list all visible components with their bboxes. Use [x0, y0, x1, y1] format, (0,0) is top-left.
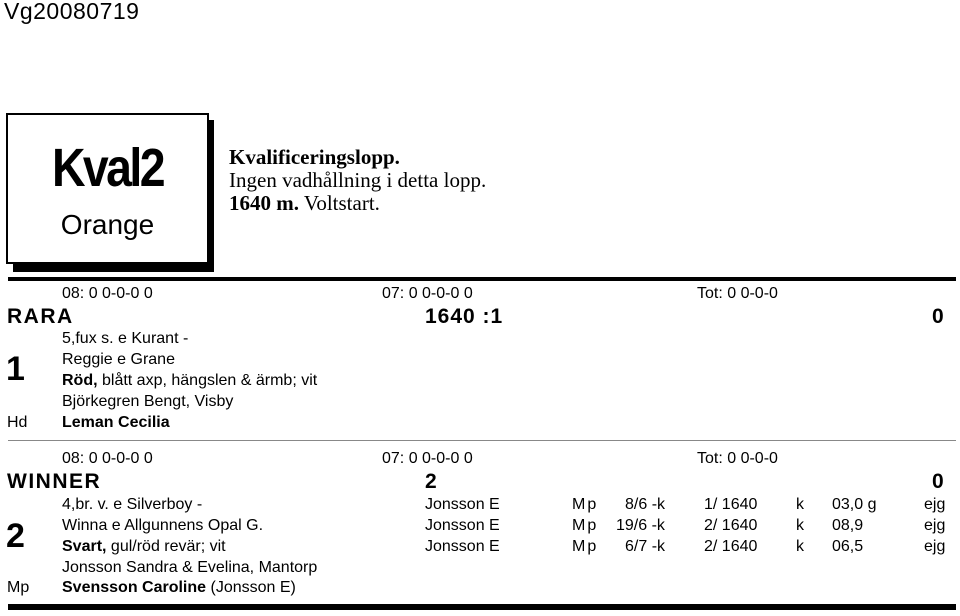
stats-2008: 08: 0 0-0-0 0	[62, 450, 153, 467]
race-distance: 1640 m.	[229, 191, 299, 215]
race-header-box	[6, 113, 209, 264]
section-divider	[8, 277, 956, 281]
distance-track: 1640 :1	[425, 305, 504, 328]
distance-track: 2	[425, 470, 438, 493]
horse-driver	[62, 414, 170, 432]
race-type: Kvalificeringslopp.	[229, 145, 400, 169]
stats-total: Tot: 0 0-0-0	[697, 450, 778, 467]
result-date: 8/6 -k	[625, 496, 666, 513]
driver-name: Svensson Caroline	[62, 579, 207, 596]
horse-colors	[62, 372, 317, 390]
horse-name: RARA	[7, 305, 74, 328]
result-position: 2/ 1640	[704, 517, 758, 534]
post-number: 1	[6, 350, 25, 388]
result-track: Mp	[572, 496, 599, 513]
section-divider	[8, 440, 956, 441]
horse-pedigree: 4,br. v. e Silverboy -	[62, 496, 203, 513]
race-code: Kval2	[51, 138, 164, 198]
result-track: Mp	[572, 517, 599, 534]
section-divider	[8, 604, 956, 610]
colors-main: Svart,	[62, 538, 107, 555]
earnings: 0	[932, 305, 945, 328]
result-time: 08,9	[832, 517, 864, 534]
colors-rest: blått axp, hängslen & ärmb; vit	[97, 372, 318, 389]
shoe-code: Mp	[7, 579, 30, 596]
post-number: 2	[6, 517, 25, 555]
result-driver: Jonsson E	[425, 517, 500, 534]
driver-name: Leman Cecilia	[62, 414, 170, 431]
result-driver: Jonsson E	[425, 496, 500, 513]
stats-2008: 08: 0 0-0-0 0	[62, 285, 153, 302]
horse-owner: Jonsson Sandra & Evelina, Mantorp	[62, 559, 318, 576]
race-color: Orange	[60, 209, 155, 240]
result-note: ejg	[924, 496, 946, 513]
stats-total: Tot: 0 0-0-0	[697, 285, 778, 302]
stats-2007: 07: 0 0-0-0 0	[382, 285, 473, 302]
colors-main: Röd,	[62, 372, 98, 389]
result-track: Mp	[572, 538, 599, 555]
earnings: 0	[932, 470, 945, 493]
result-k: k	[796, 496, 804, 513]
horse-dam: Reggie e Grane	[62, 351, 175, 368]
horse-name: WINNER	[7, 470, 102, 493]
result-date: 19/6 -k	[616, 517, 665, 534]
document-id: Vg20080719	[4, 0, 140, 24]
result-position: 2/ 1640	[704, 538, 758, 555]
result-k: k	[796, 538, 804, 555]
shoe-code: Hd	[7, 414, 28, 431]
race-betting-note: Ingen vadhållning i detta lopp.	[229, 168, 487, 192]
horse-owner: Björkegren Bengt, Visby	[62, 393, 234, 410]
horse-driver	[62, 579, 296, 597]
horse-dam: Winna e Allgunnens Opal G.	[62, 517, 264, 534]
stats-2007: 07: 0 0-0-0 0	[382, 450, 473, 467]
result-driver: Jonsson E	[425, 538, 500, 555]
race-start-type: Voltstart.	[299, 191, 380, 215]
race-distance-start	[229, 191, 380, 216]
result-note: ejg	[924, 538, 946, 555]
result-note: ejg	[924, 517, 946, 534]
race-box-shadow	[13, 263, 214, 272]
result-k: k	[796, 517, 804, 534]
result-date: 6/7 -k	[625, 538, 666, 555]
result-time: 03,0 g	[832, 496, 877, 513]
driver-suffix: (Jonsson E)	[206, 579, 296, 596]
horse-pedigree: 5,fux s. e Kurant -	[62, 330, 189, 347]
horse-colors	[62, 538, 226, 556]
colors-rest: gul/röd revär; vit	[106, 538, 226, 555]
result-position: 1/ 1640	[704, 496, 758, 513]
result-time: 06,5	[832, 538, 864, 555]
